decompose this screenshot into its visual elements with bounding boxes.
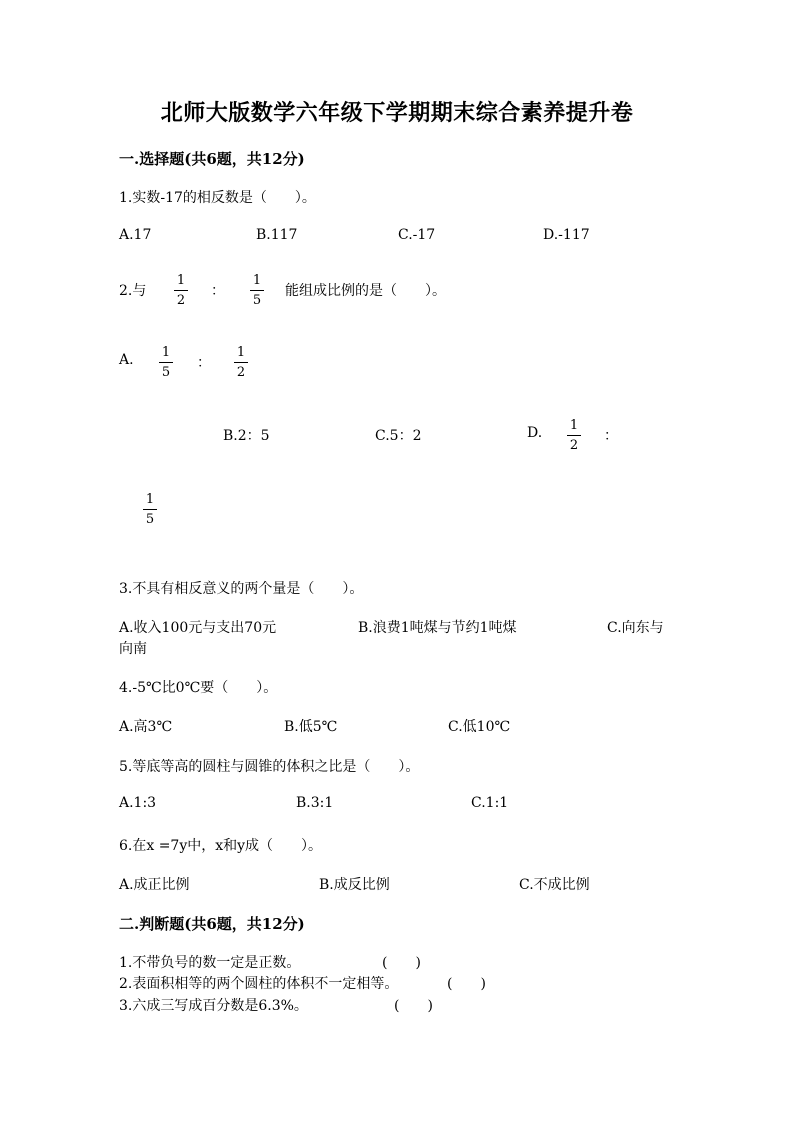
fraction-denominator: 5: [252, 293, 262, 308]
question-1-option-a: A.17: [119, 227, 152, 243]
question-3-option-a: A.收入100元与支出70元: [119, 620, 277, 636]
question-2-fraction-2: [249, 273, 265, 308]
question-5-option-a: A.1:3: [119, 795, 157, 811]
question-2-prefix: 2.与: [119, 283, 147, 299]
fraction-numerator: 1: [236, 345, 246, 360]
question-5-option-b: B.3:1: [296, 795, 334, 811]
fraction-bar: [174, 290, 188, 291]
question-5-option-c: C.1:1: [471, 795, 509, 811]
fraction-bar: [143, 509, 157, 510]
tf-question-2-blank: ( ): [447, 976, 486, 992]
fraction-numerator: 1: [145, 492, 155, 507]
question-2-suffix: 能组成比例的是（ ）。: [285, 283, 446, 299]
section-heading-true-false: 二.判断题(共6题，共12分): [119, 915, 305, 933]
question-1-stem: 1.实数-17的相反数是（ ）。: [119, 190, 316, 206]
question-4-option-c: C.低10℃: [448, 719, 511, 735]
question-1-option-b: B.117: [256, 227, 298, 243]
question-2-fraction-1: [173, 273, 189, 308]
question-5-stem: 5.等底等高的圆柱与圆锥的体积之比是（ ）。: [119, 759, 420, 775]
fraction-denominator: 2: [176, 293, 186, 308]
question-2-option-b: B.2：5: [223, 428, 270, 444]
page-title: 北师大版数学六年级下学期期末综合素养提升卷: [160, 100, 634, 126]
question-4-option-a: A.高3℃: [119, 719, 173, 735]
question-3-option-b: B.浪费1吨煤与节约1吨煤: [358, 620, 517, 636]
question-6-stem: 6.在x =7y中，x和y成（ ）。: [119, 838, 323, 854]
fraction-numerator: 1: [569, 418, 579, 433]
question-6-option-b: B.成反比例: [319, 877, 390, 893]
question-2-option-d-fraction-2: [142, 492, 158, 527]
tf-question-3-stem: 3.六成三写成百分数是6.3%。: [119, 998, 308, 1014]
question-2-option-c: C.5：2: [375, 428, 422, 444]
question-4-option-b: B.低5℃: [284, 719, 338, 735]
fraction-bar: [567, 435, 581, 436]
question-3-stem: 3.不具有相反意义的两个量是（ ）。: [119, 581, 364, 597]
fraction-denominator: 2: [569, 438, 579, 453]
question-2-option-d-fraction-1: [566, 418, 582, 453]
fraction-bar: [250, 290, 264, 291]
question-2-option-a-label: A.: [119, 352, 134, 368]
fraction-denominator: 2: [236, 365, 246, 380]
fraction-numerator: 1: [176, 273, 186, 288]
question-2-option-d-colon: ：: [604, 428, 618, 444]
question-2-option-a-colon: ：: [197, 355, 211, 371]
question-3-option-c: C.向东与: [607, 620, 664, 636]
section-heading-choice: 一.选择题(共6题，共12分): [119, 150, 305, 168]
fraction-bar: [234, 362, 248, 363]
tf-question-2-stem: 2.表面积相等的两个圆柱的体积不一定相等。: [119, 976, 399, 992]
fraction-numerator: 1: [161, 345, 171, 360]
fraction-bar: [159, 362, 173, 363]
question-6-option-c: C.不成比例: [519, 877, 590, 893]
tf-question-1-blank: ( ): [382, 955, 421, 971]
question-3-option-c-wrap: 向南: [119, 641, 147, 657]
tf-question-3-blank: ( ): [394, 998, 433, 1014]
question-4-stem: 4.-5℃比0℃要（ ）。: [119, 680, 278, 696]
question-1-option-d: D.-117: [543, 227, 590, 243]
question-6-option-a: A.成正比例: [119, 877, 190, 893]
question-2-colon: ：: [211, 283, 225, 299]
fraction-denominator: 5: [145, 512, 155, 527]
question-1-option-c: C.-17: [398, 227, 436, 243]
tf-question-1-stem: 1.不带负号的数一定是正数。: [119, 955, 301, 971]
fraction-denominator: 5: [161, 365, 171, 380]
question-2-option-a-fraction-1: [158, 345, 174, 380]
fraction-numerator: 1: [252, 273, 262, 288]
question-2-option-a-fraction-2: [233, 345, 249, 380]
question-2-option-d-label: D.: [527, 425, 543, 441]
